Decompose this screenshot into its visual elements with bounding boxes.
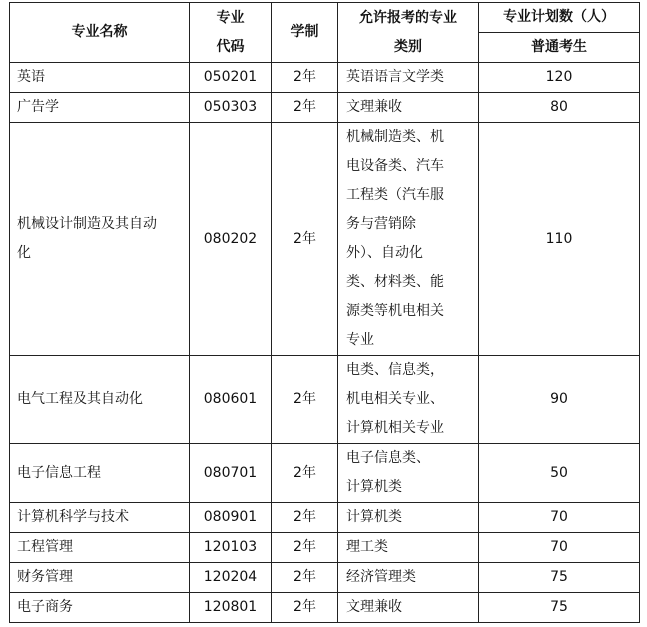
allowed-category-line: 文理兼收 xyxy=(346,99,402,115)
allowed-category-cell xyxy=(338,123,479,356)
duration-cell: 2年 xyxy=(272,93,338,123)
allowed-category-line: 工程类（汽车服 xyxy=(346,187,444,203)
header-row-1 xyxy=(10,3,640,33)
major-name-cell xyxy=(10,63,190,93)
duration-cell: 2年 xyxy=(272,533,338,563)
header-category-line: 类别 xyxy=(394,38,422,55)
allowed-category-line: 专业 xyxy=(346,332,374,348)
major-code-cell: 080202 xyxy=(190,123,272,356)
major-code-cell: 120801 xyxy=(190,593,272,623)
duration-cell: 2年 xyxy=(272,563,338,593)
allowed-category-cell xyxy=(338,93,479,123)
plan-count-cell: 80 xyxy=(479,93,640,123)
enrollment-plan-table-wrapper xyxy=(9,2,640,623)
header-code-line: 专业 xyxy=(216,9,245,26)
major-name-line: 广告学 xyxy=(17,99,59,115)
table-row xyxy=(10,593,640,623)
allowed-category-cell xyxy=(338,356,479,444)
duration-cell: 2年 xyxy=(272,593,338,623)
major-name-cell xyxy=(10,93,190,123)
major-code-cell: 080601 xyxy=(190,356,272,444)
major-name-cell xyxy=(10,123,190,356)
header-major-name: 专业名称 xyxy=(10,3,190,63)
plan-count-cell: 70 xyxy=(479,503,640,533)
duration-cell: 2年 xyxy=(272,444,338,503)
duration-cell: 2年 xyxy=(272,503,338,533)
major-name-line: 计算机科学与技术 xyxy=(17,509,129,525)
allowed-category-line: 类、材料类、能 xyxy=(346,274,444,290)
allowed-category-cell xyxy=(338,63,479,93)
allowed-category-line: 计算机相关专业 xyxy=(346,420,444,436)
major-name-line: 机械设计制造及其自动 xyxy=(17,216,157,232)
major-name-cell xyxy=(10,503,190,533)
header-duration: 学制 xyxy=(272,3,338,63)
major-name-cell xyxy=(10,356,190,444)
major-name-line: 电子商务 xyxy=(17,599,73,615)
table-body xyxy=(10,63,640,623)
header-allowed-category xyxy=(338,3,479,63)
allowed-category-line: 经济管理类 xyxy=(346,569,416,585)
plan-count-cell: 75 xyxy=(479,563,640,593)
header-major-code xyxy=(190,3,272,63)
plan-count-cell: 70 xyxy=(479,533,640,563)
header-regular-students: 普通考生 xyxy=(479,33,640,63)
major-code-cell: 080701 xyxy=(190,444,272,503)
header-plan-count: 专业计划数（人） xyxy=(479,3,640,33)
allowed-category-line: 电设备类、汽车 xyxy=(346,158,444,174)
allowed-category-line: 文理兼收 xyxy=(346,599,402,615)
table-row xyxy=(10,356,640,444)
allowed-category-line: 务与营销除 xyxy=(346,216,416,232)
major-code-cell: 050201 xyxy=(190,63,272,93)
plan-count-cell: 90 xyxy=(479,356,640,444)
major-name-line: 化 xyxy=(17,245,31,261)
major-name-line: 电子信息工程 xyxy=(17,464,101,481)
table-row xyxy=(10,63,640,93)
allowed-category-line: 机械制造类、机 xyxy=(346,129,444,145)
major-name-line: 英语 xyxy=(17,69,45,85)
plan-count-cell: 120 xyxy=(479,63,640,93)
allowed-category-cell xyxy=(338,533,479,563)
allowed-category-line: 电子信息类、 xyxy=(346,450,430,466)
allowed-category-line: 电类、信息类， xyxy=(346,362,444,378)
duration-cell: 2年 xyxy=(272,123,338,356)
allowed-category-line: 源类等机电相关 xyxy=(346,303,444,319)
table-row xyxy=(10,93,640,123)
major-name-line: 电气工程及其自动化 xyxy=(17,391,143,407)
major-code-cell: 050303 xyxy=(190,93,272,123)
major-name-line: 财务管理 xyxy=(17,569,73,585)
major-name-line: 工程管理 xyxy=(17,539,73,555)
major-name-cell xyxy=(10,444,190,503)
enrollment-plan-table xyxy=(9,2,640,623)
header-category-line: 允许报考的专业 xyxy=(359,9,457,26)
major-code-cell: 120103 xyxy=(190,533,272,563)
major-code-cell: 120204 xyxy=(190,563,272,593)
plan-count-cell: 75 xyxy=(479,593,640,623)
major-code-cell: 080901 xyxy=(190,503,272,533)
allowed-category-cell xyxy=(338,593,479,623)
major-name-cell xyxy=(10,593,190,623)
major-name-cell xyxy=(10,563,190,593)
allowed-category-line: 英语语言文学类 xyxy=(346,69,444,85)
table-row xyxy=(10,533,640,563)
allowed-category-line: 机电相关专业、 xyxy=(346,391,444,407)
allowed-category-cell xyxy=(338,444,479,503)
plan-count-cell: 110 xyxy=(479,123,640,356)
major-name-cell xyxy=(10,533,190,563)
allowed-category-line: 计算机类 xyxy=(346,479,402,495)
table-row xyxy=(10,444,640,503)
table-row xyxy=(10,563,640,593)
allowed-category-line: 计算机类 xyxy=(346,509,402,525)
table-row xyxy=(10,123,640,356)
allowed-category-cell xyxy=(338,503,479,533)
allowed-category-line: 外）、自动化 xyxy=(346,245,423,261)
duration-cell: 2年 xyxy=(272,356,338,444)
plan-count-cell: 50 xyxy=(479,444,640,503)
header-code-line: 代码 xyxy=(216,38,245,55)
table-row xyxy=(10,503,640,533)
duration-cell: 2年 xyxy=(272,63,338,93)
allowed-category-cell xyxy=(338,563,479,593)
allowed-category-line: 理工类 xyxy=(346,539,388,555)
